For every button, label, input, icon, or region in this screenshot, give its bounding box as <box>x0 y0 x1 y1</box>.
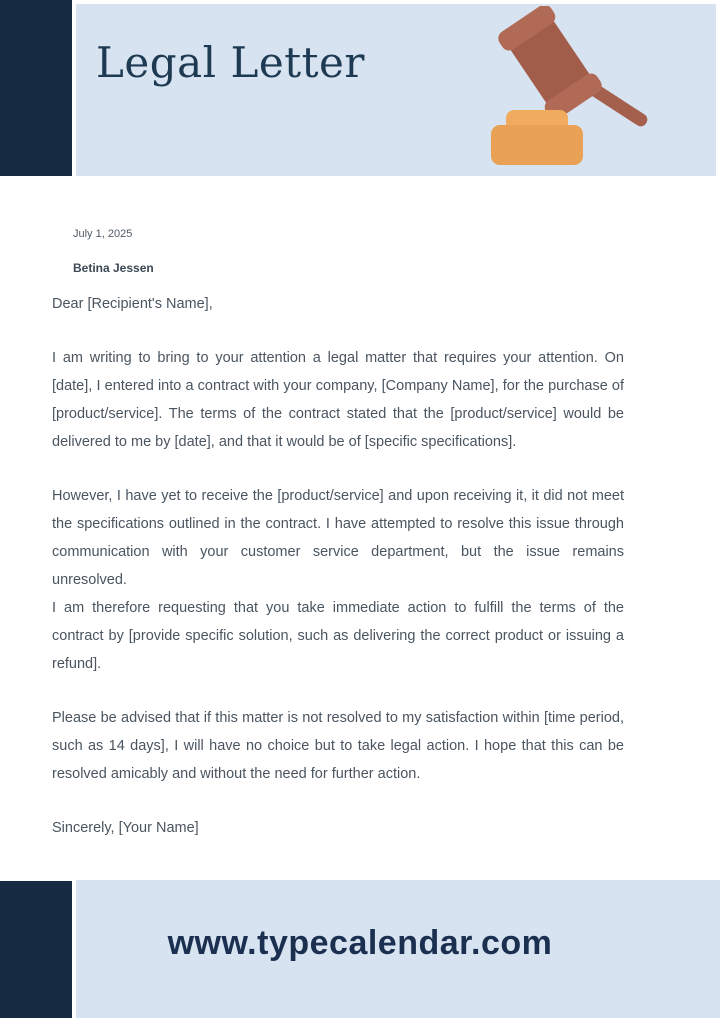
footer-website-url: www.typecalendar.com <box>167 924 553 962</box>
greeting-line: Dear [Recipient's Name], <box>52 296 213 312</box>
gavel-icon <box>490 6 654 168</box>
paragraph-2: However, I have yet to receive the [product/service] and upon receiving it, it did not meet the specifications outlined in the contract. I have attempted to resolve this issue through communication with your customer service department, but the issue remains unresolved. <box>52 488 624 588</box>
page-title: Legal Letter <box>96 38 365 87</box>
letter-date: July 1, 2025 <box>73 228 133 240</box>
gavel-icon-svg <box>490 6 654 168</box>
paragraph-1: I am writing to bring to your attention a legal matter that requires your attention. On [date], I entered into a contract with your company, [Company Name], for the purchase of [product/service]. The terms of the contract stated that the [product/service] would be delivered to me by [date], and that it would be of [specific specifications]. <box>52 350 624 450</box>
header-corner-block <box>0 0 72 176</box>
closing-line: Sincerely, [Your Name] <box>52 820 199 836</box>
sender-name: Betina Jessen <box>73 261 154 275</box>
paragraph-3: I am therefore requesting that you take immediate action to fulfill the terms of the contract by [provide specific solution, such as delivering the correct product or issuing a refund]. <box>52 600 624 672</box>
letter-body <box>52 290 624 842</box>
paragraph-4: Please be advised that if this matter is not resolved to my satisfaction within [time period, such as 14 days], I will have no choice but to take legal action. I hope that this can be resolved amicably and without the need for further action. <box>52 710 624 782</box>
